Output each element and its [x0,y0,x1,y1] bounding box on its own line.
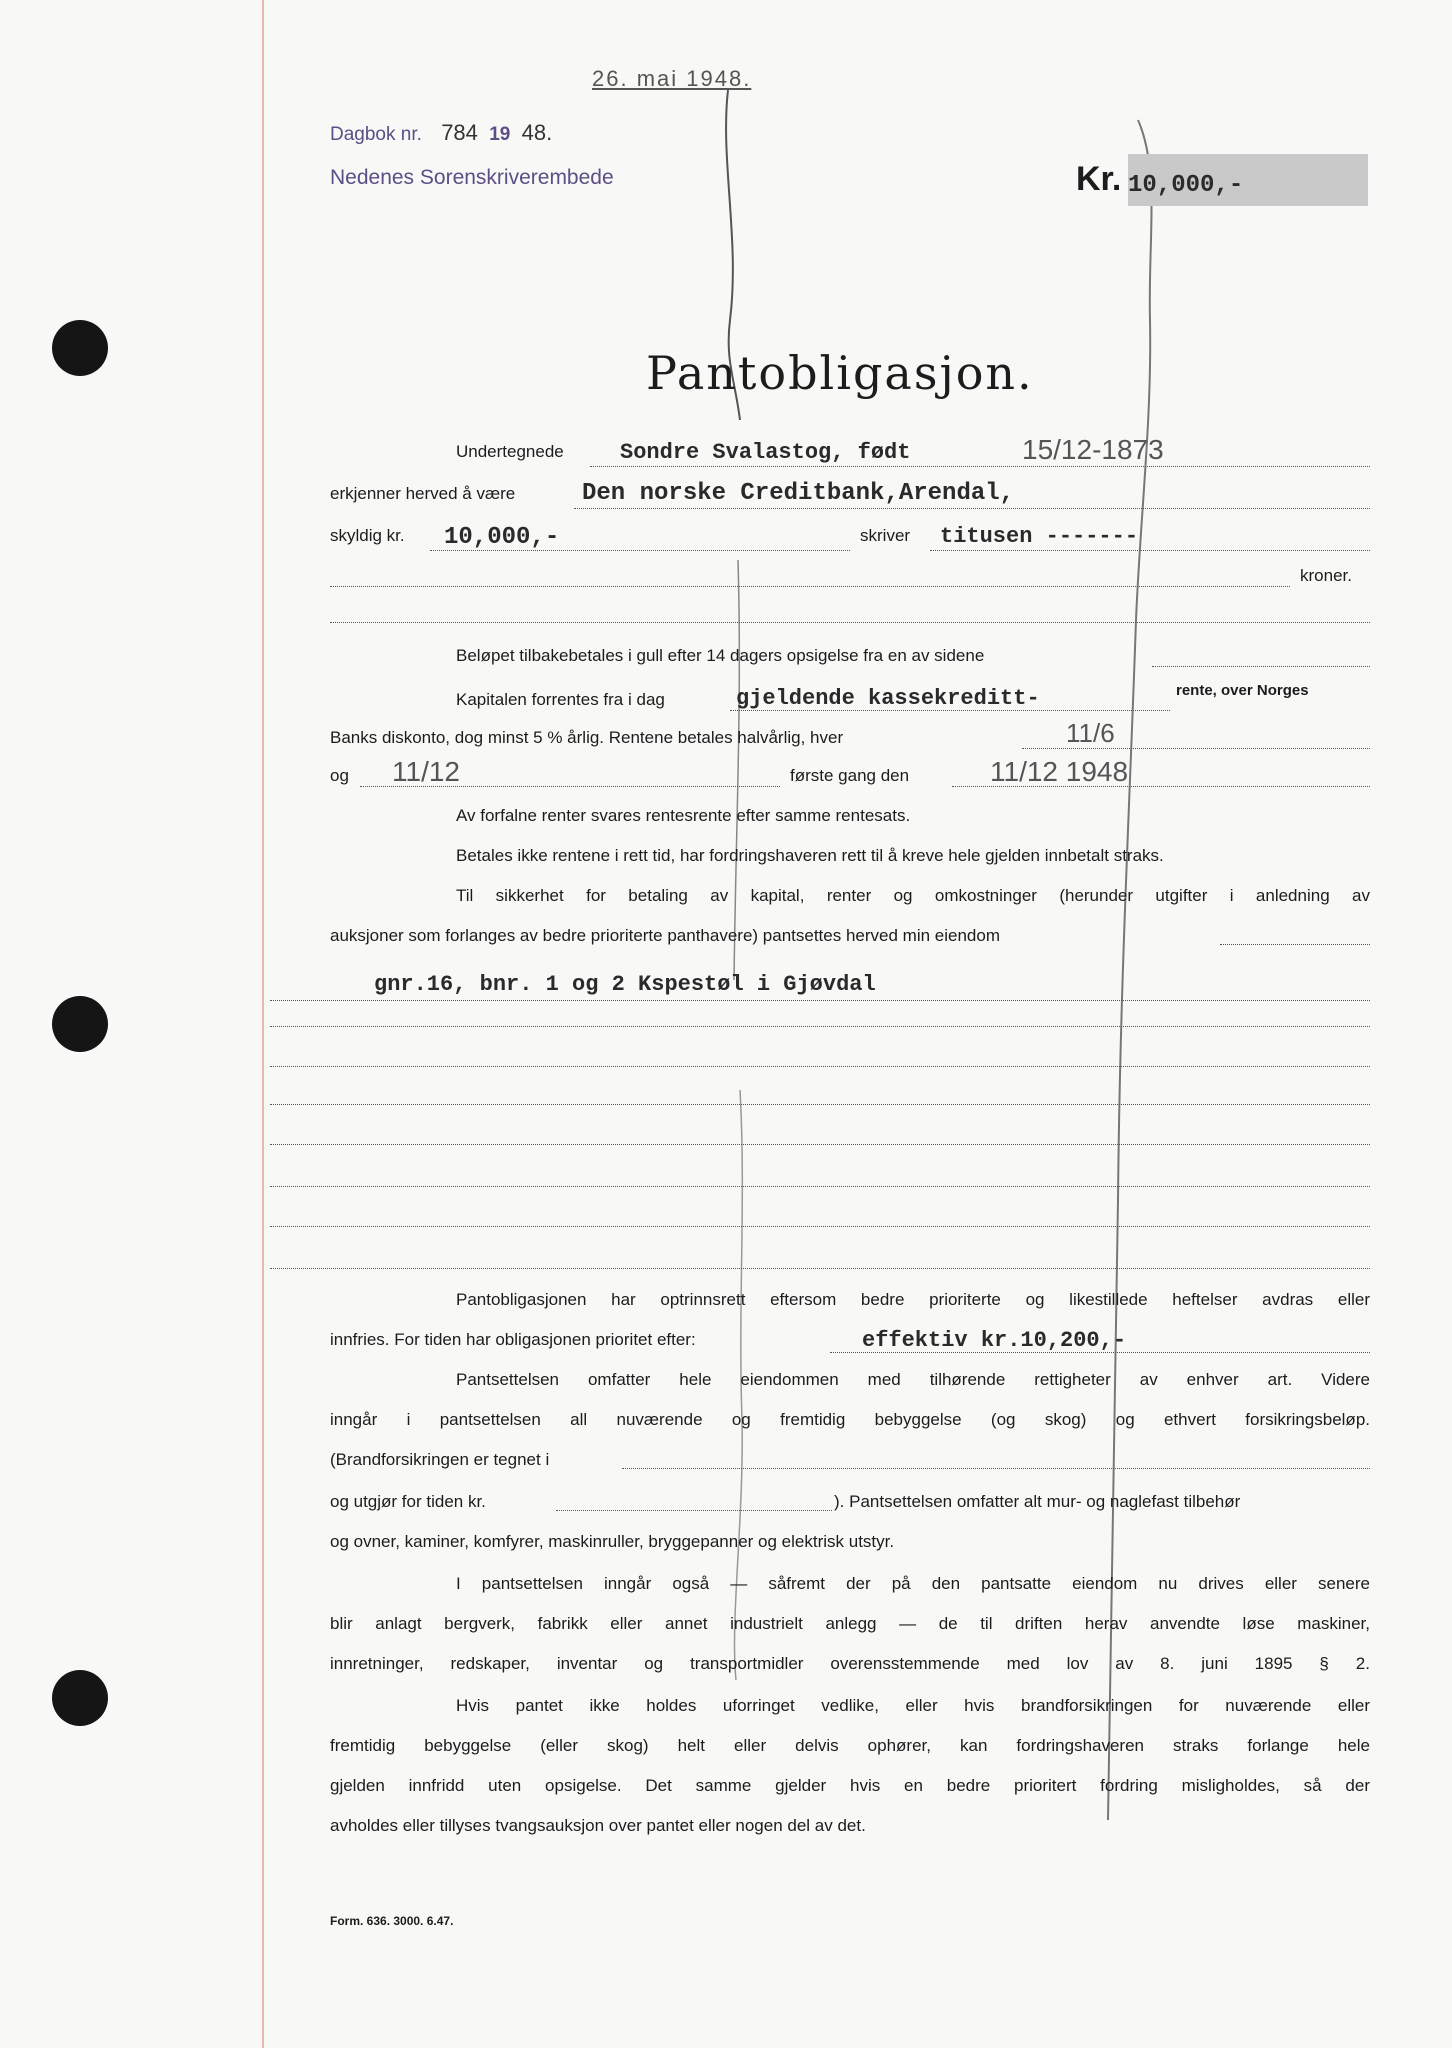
document-date: 26. mai 1948. [592,66,752,91]
utgjor-rest: ). Pantsettelsen omfatter alt mur- og naglefast tilbehør [834,1492,1241,1511]
dagbok-label: Dagbok nr. [330,124,422,145]
og-label: og [330,766,349,785]
dotted-line [330,622,1370,623]
omfatter-line1: Pantsettelsen omfatter hele eiendommen med tilhørende rettigheter av enhver art. Videre [456,1370,1370,1389]
dotted-line [622,1468,1370,1469]
rente-over-text: rente, over Norges [1176,682,1309,699]
dotted-line [730,710,1170,711]
dotted-line [270,1144,1370,1145]
undertegnede-label: Undertegnede [456,442,564,461]
dagbok-number: 784 [441,120,478,145]
dotted-line [270,1026,1370,1027]
hvis-line3: gjelden innfridd uten opsigelse. Det samme gjelder hvis en bedre prioritert fordring misligholdes, så der [330,1776,1370,1795]
skriver-value: titusen ------- [940,524,1139,549]
banks-text: Banks diskonto, dog minst 5 % årlig. Rentene betales halvårlig, hver [330,728,844,747]
sikkerhet-line2: auksjoner som forlanges av bedre prioriterte panthavere) pantsettes herved min eiendom [330,926,1000,945]
undertegnede-value: Sondre Svalastog, født [620,440,911,465]
dotted-line [830,1352,1370,1353]
inngar-line3: innretninger, redskaper, inventar og transportmidler overensstemmende med lov av 8. juni 1895 § 2. [330,1654,1370,1673]
property-value: gnr.16, bnr. 1 og 2 Kspestøl i Gjøvdal [374,972,876,997]
brand-line: (Brandforsikringen er tegnet i [330,1450,550,1469]
forste-gang-label: første gang den [790,766,910,785]
kapitalen-label: Kapitalen forrentes fra i dag [456,690,665,709]
kroner-label: kroner. [1300,566,1352,585]
pant-line2-value: effektiv kr.10,200,- [862,1328,1127,1353]
dagbok-year: 48. [521,120,553,145]
hvis-line1: Hvis pantet ikke holdes uforringet vedlike, eller hvis brandforsikringen for nuværende eller [456,1696,1370,1715]
betales-text: Betales ikke rentene i rett tid, har fordringshaveren rett til å kreve hele gjelden innbetalt straks. [456,846,1164,865]
dagbok-stamp [330,120,552,146]
belopet-text: Beløpet tilbakebetales i gull efter 14 dagers opsigelse fra en av sidene [456,646,985,665]
skyldig-label: skyldig kr. [330,526,405,545]
skriver-label: skriver [860,526,911,545]
birth-date: 15/12-1873 [1022,434,1164,465]
dotted-line [270,1066,1370,1067]
dotted-line [556,1510,832,1511]
dotted-line [270,1104,1370,1105]
dotted-line [1022,748,1370,749]
forfalne-text: Av forfalne renter svares rentesrente efter samme rentesats. [456,806,911,825]
hvis-line2: fremtidig bebyggelse (eller skog) helt eller delvis ophører, kan fordringshaveren straks forlange hele [330,1736,1370,1755]
dotted-line [360,786,780,787]
rente-date1: 11/6 [1066,718,1115,748]
utgjor-label: og utgjør for tiden kr. [330,1492,486,1511]
dotted-line [952,786,1370,787]
kapitalen-value: gjeldende kassekreditt- [736,686,1040,711]
dotted-line [1152,666,1370,667]
pant-line2-label: innfries. For tiden har obligasjonen prioritet efter: [330,1330,696,1349]
document-title: Pantobligasjon. [646,346,1034,400]
sikkerhet-line1: Til sikkerhet for betaling av kapital, renter og omkostninger (herunder utgifter i anledning av [456,886,1370,905]
hvis-line4: avholdes eller tillyses tvangsauksjon over pantet eller nogen del av det. [330,1816,866,1835]
dotted-line [330,586,1290,587]
creditor-value: Den norske Creditbank,Arendal, [582,480,1015,507]
kr-amount: 10,000,- [1128,172,1244,199]
erkjenner-label: erkjenner herved å være [330,484,516,503]
inngar-line1: I pantsettelsen inngår også — såfremt der på den pantsatte eiendom nu drives eller senere [456,1574,1370,1593]
kr-label: Kr. [1076,160,1122,198]
dotted-line [1220,944,1370,945]
dagbok-year-prefix: 19 [489,124,511,145]
dotted-line [930,550,1370,551]
dotted-line [270,1186,1370,1187]
dotted-line [270,1268,1370,1269]
inngar-line2: blir anlagt bergverk, fabrikk eller annet industrielt anlegg — de til driften herav anvendte løse maskiner, [330,1614,1370,1633]
form-number: Form. 636. 3000. 6.47. [330,1914,454,1928]
pant-line1: Pantobligasjonen har optrinnsrett eftersom bedre prioriterte og likestillede heftelser avdras eller [456,1290,1370,1309]
dotted-line [270,1226,1370,1227]
office-stamp: Nedenes Sorenskriverembede [330,166,614,189]
dotted-line [270,1000,1370,1001]
forste-gang-value: 11/12 1948 [990,756,1129,787]
omfatter-line2: inngår i pantsettelsen all nuværende og fremtidig bebyggelse (og skog) og ethvert forsikringsbeløp. [330,1410,1370,1429]
dotted-line [430,550,850,551]
dotted-line [574,508,1370,509]
skyldig-value: 10,000,- [444,524,560,551]
ovner-line: og ovner, kaminer, komfyrer, maskinruller, bryggepanner og elektrisk utstyr. [330,1532,895,1551]
dotted-line [590,466,1370,467]
rente-date2: 11/12 [392,756,460,787]
